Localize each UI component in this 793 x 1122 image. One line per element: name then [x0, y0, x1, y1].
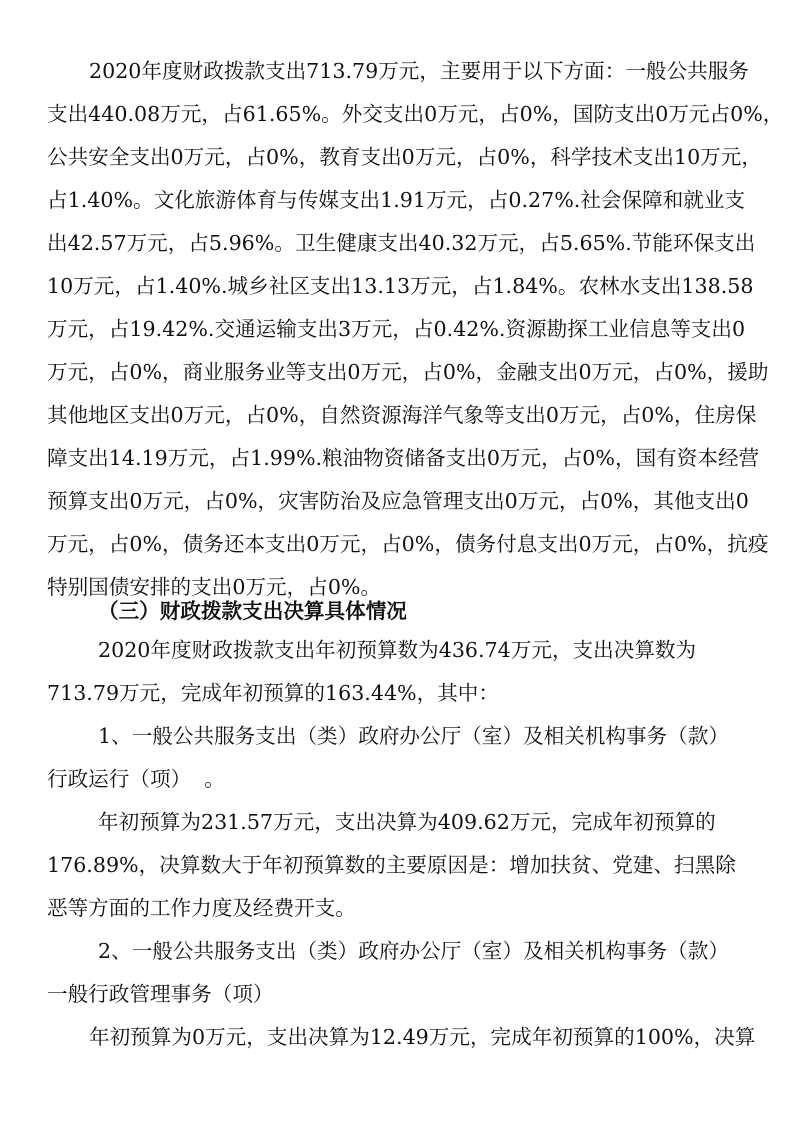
paragraph-line: 2020年度财政拨款支出年初预算数为436.74万元，支出决算数为 [98, 638, 697, 662]
paragraph-line: 行政运行（项） 。 [47, 767, 225, 791]
paragraph-line: 万元，占0%，商业服务业等支出0万元，占0%，金融支出0万元，占0%，援助 [47, 360, 769, 384]
paragraph-line: 其他地区支出0万元，占0%，自然资源海洋气象等支出0万元，占0%，住房保 [47, 403, 757, 427]
paragraph-line: 10万元，占1.40%.城乡社区支出13.13万元，占1.84%。农林水支出138.58 [47, 274, 754, 298]
paragraph-line: 713.79万元，完成年初预算的163.44%，其中： [47, 681, 499, 705]
paragraph-line: 一般行政管理事务（项） [47, 982, 274, 1006]
paragraph-line: 1、一般公共服务支出（类）政府办公厅（室）及相关机构事务（款） [98, 724, 729, 748]
paragraph-line: 特别国债安排的支出0万元，占0%。 [47, 575, 382, 599]
paragraph-line: 公共安全支出0万元，占0%，教育支出0万元，占0%，科学技术支出10万元， [47, 145, 762, 169]
paragraph-line: 2020年度财政拨款支出713.79万元，主要用于以下方面：一般公共服务 [89, 59, 749, 83]
paragraph-line: 万元，占0%，债务还本支出0万元，占0%，债务付息支出0万元，占0%，抗疫 [47, 532, 769, 556]
paragraph-line: 万元，占19.42%.交通运输支出3万元，占0.42%.资源勘探工业信息等支出0 [47, 317, 746, 341]
paragraph-line: 障支出14.19万元，占1.99%.粮油物资储备支出0万元，占0%，国有资本经营 [47, 446, 760, 470]
paragraph-line: 176.89%，决算数大于年初预算数的主要原因是：增加扶贫、党建、扫黑除 [47, 853, 736, 877]
paragraph-line: 年初预算为0万元，支出决算为12.49万元，完成年初预算的100%，决算 [89, 1025, 756, 1049]
section-heading: （三）财政拨款支出决算具体情况 [98, 599, 407, 623]
paragraph-line: 支出440.08万元，占61.65%。外交支出0万元，占0%，国防支出0万元占0%， [47, 102, 784, 126]
paragraph-line: 占1.40%。文化旅游体育与传媒支出1.91万元，占0.27%.社会保障和就业支 [47, 188, 746, 212]
paragraph-line: 恶等方面的工作力度及经费开支。 [47, 896, 356, 920]
paragraph-line: 年初预算为231.57万元，支出决算为409.62万元，完成年初预算的 [98, 810, 716, 834]
paragraph-line: 预算支出0万元，占0%，灾害防治及应急管理支出0万元，占0%，其他支出0 [47, 489, 749, 513]
paragraph-line: 出42.57万元，占5.96%。卫生健康支出40.32万元，占5.65%.节能环保支出 [47, 231, 756, 255]
paragraph-line: 2、一般公共服务支出（类）政府办公厅（室）及相关机构事务（款） [98, 939, 729, 963]
